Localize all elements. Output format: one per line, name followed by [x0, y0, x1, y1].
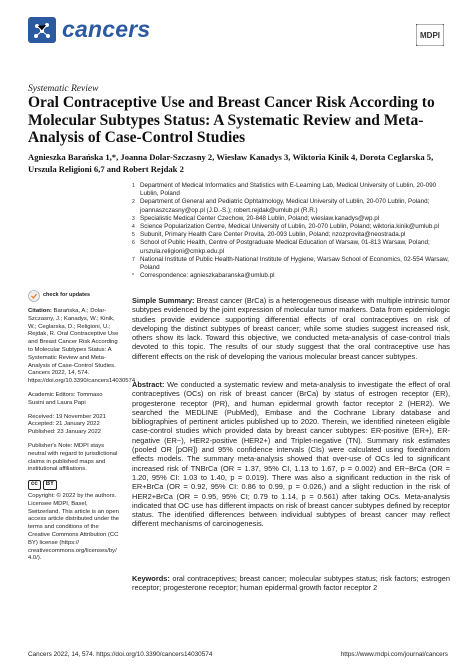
article-type: Systematic Review — [28, 84, 99, 94]
page-footer — [28, 651, 448, 658]
journal-logo — [28, 16, 150, 43]
check-updates-button[interactable]: check for updates — [28, 290, 120, 302]
cc-icon: cc — [28, 480, 41, 490]
affiliation-item: 5 Subunit, Primary Health Care Center Provita, 20-093 Lublin, Poland; nzozprovita@neostrada.pl — [132, 231, 406, 239]
page-title: Oral Contraceptive Use and Breast Cancer Risk According to Molecular Subtypes Status: A Systematic Review and Meta-Analysis of Case-Control Studies — [28, 94, 435, 146]
academic-editors: Academic Editors: Tommaso Susini and Laura Papi — [28, 391, 103, 406]
journal-name: cancers — [62, 16, 151, 42]
cc-license-badge[interactable] — [28, 480, 120, 490]
affiliation-item: 3 Specialistic Medical Center Czechow, 20-848 Lublin, Poland; wieslaw.kanadys@wp.pl — [132, 214, 380, 222]
abstract: Abstract: We conducted a systematic review and meta-analysis to investigate the effect of oral contraceptives (OCs) on risk of breast cancer (BrCa) by status of estrogen receptor (ER), progesterone receptor (PR), and human epidermal growth factor receptor 2 (HER2). We searched the MEDLINE (PubMed), Embase and the Cochrane Library database and bibliographies of pertinent articles published up to 2020. Therein, we identified nineteen eligible case-control studies which provided data by breast cancer subtypes: ER-positive (ER+), ER-negative (ER−), HER2-positive (HER2+) and Triplet-negative (TN). Summary risk estimates (pooled OR [pOR]) and 95% confidence intervals (CIs) were calculated using fixed/random effects models. The summary meta-analysis showed that over-use of OCs led to significant increased risk of TNBrCa (OR = 1.37, 95% CI, 1.13 to 1.67, p = 0.002) and ER−BrCa (OR = 1.20, 95% CI: 1.03 to 1.40, p = 0.019). There was also a significant reduction in the risk of ER+BrCa (OR = 0.92, 95% CI: 0.86 to 0.99, p = 0.026,) and a slight reduction in the risk of HER2+BrCa (OR = 0.95, 95% CI; 0.79 to 1.14, p = 0.561) after taking OCs. Meta-analysis indicated that OC use has different impacts on risk of breast cancer subtypes defined by receptor status. The identified differences between individual subtypes of breast cancer may reflect different mechanisms of carcinogenesis. — [132, 380, 450, 529]
publisher-note: Publisher's Note: MDPI stays neutral with regard to jurisdictional claims in published maps and institutional affiliations. — [28, 442, 118, 473]
footer-citation[interactable]: Cancers 2022, 14, 574. https://doi.org/10.3390/cancers14030574 — [28, 651, 213, 658]
copyright: Copyright: © 2022 by the authors. Licensee MDPI, Basel, Switzerland. This article is an open access article distributed under the terms and conditions of the Creative Commons Attribution (CC BY) license (https:// creativecommons.org/licenses/by/ 4.0/). — [28, 492, 120, 562]
mdpi-logo-icon — [416, 24, 444, 46]
affiliation-item: 4 Science Popularization Centre, Medical University of Lublin, 20-070 Lublin, Poland; wiktoria.kinik@umlub.pl — [132, 223, 440, 231]
dates: Received: 19 November 2021 Accepted: 21 January 2022 Published: 23 January 2022 — [28, 413, 106, 436]
citation: Citation: Barańska, A.; Dolar-Szczasny, J.; Kanadys, W.; Kinik, W.; Ceglarska, D.; Religioni, U.; Rejdak, R. Oral Contraceptive Use and Breast Cancer Risk According to Molecular Subtypes Status: A Systematic Review and Meta-Analysis of Case-Control Studies. Cancers 2022, 14, 574. https://doi.org/10.3390/cancers14030574 — [28, 308, 136, 385]
affiliation-item: * Correspondence: agnieszkabaranska@umlub.pl — [132, 272, 275, 280]
keywords: Keywords: oral contraceptives; breast cancer; molecular subtypes status; risk factors; estrogen receptor; progesterone receptor; human epidermal growth factor receptor 2 — [132, 574, 450, 593]
authors — [28, 152, 448, 175]
affiliation-item: 2 Department of General and Pediatric Ophtalmology, Medical University of Lublin, 20-070 Lublin, Poland; joannaszczasny@op.pl (J.D.-S.); robert.rejdak@umlub.pl (R.R.) — [132, 198, 430, 214]
authors-line-2: Urszula Religioni 6,7 and Robert Rejdak 2 — [28, 163, 184, 174]
affiliations — [132, 182, 452, 280]
by-icon: BY — [43, 480, 57, 490]
check-updates-icon — [28, 290, 40, 302]
mdpi-logo-text: MDPI — [420, 31, 440, 40]
affiliation-item: 7 National Institute of Public Health-National Institute of Hygiene, Warsaw School of Economics, 02-554 Warsaw, Poland — [132, 255, 449, 272]
footer-journal-link[interactable]: https://www.mdpi.com/journal/cancers — [340, 651, 448, 658]
journal-emblem-icon — [28, 17, 56, 43]
affiliation-item: 6 School of Public Health, Centre of Postgraduate Medical Education of Warsaw, 01-813 Warsaw, Poland; urszula.religioni@cmkp.edu.pl — [132, 239, 430, 255]
sidebar — [28, 290, 136, 569]
simple-summary: Simple Summary: Breast cancer (BrCa) is a heterogeneous disease with multiple intrinsic tumor subtypes evidenced by the joint expression of molecular tumor markers. Data from epidemiologic studies provide evidence supporting differential effects of oral contraceptives on risk of developing the distinct subtypes of breast cancer; while some studies suggest increased risk, others show its lack. Toward this objective, we conducted meta-analysis of case-control trials devoted to this topic. The results of our study suggest that the oral contraceptive use has different effects on the risk of developing the various molecular breast cancer subtypes. — [132, 296, 451, 361]
affiliation-item: 1 Department of Medical Informatics and Statistics with E-Learning Lab, Medical University of Lublin, 20-090 Lublin, Poland — [132, 182, 437, 198]
authors-line-1: Agnieszka Barańska 1,*, Joanna Dolar-Szczasny 2, Wiesław Kanadys 3, Wiktoria Kinik 4, Dorota Ceglarska 5, — [28, 152, 434, 162]
